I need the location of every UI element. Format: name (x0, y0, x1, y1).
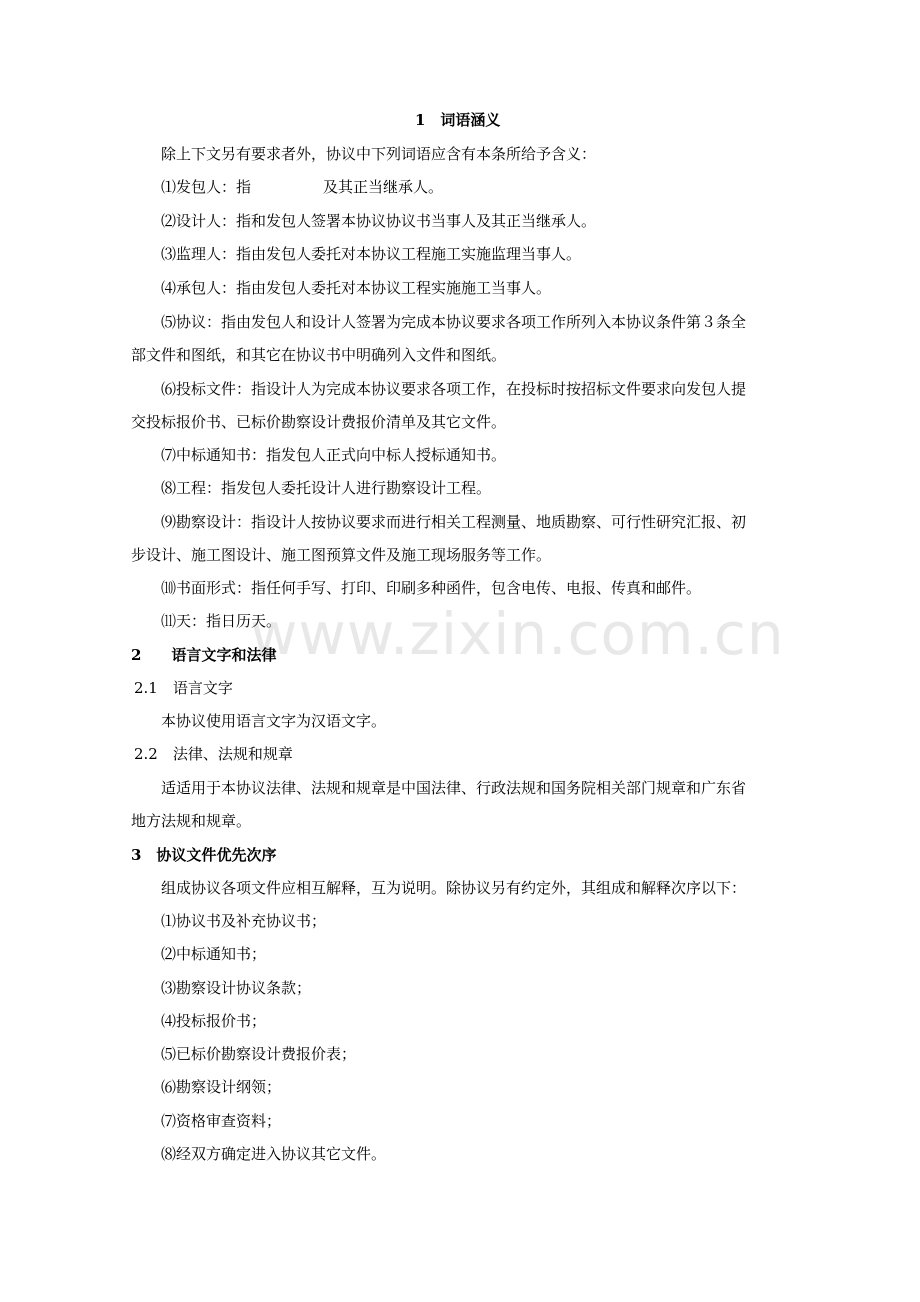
priority-list-item: ⑹勘察设计纲领； (161, 1078, 282, 1096)
priority-list-item: ⑶勘察设计协议条款； (161, 979, 312, 997)
priority-list-item: ⑻经双方确定进入协议其它文件。 (161, 1145, 387, 1163)
priority-list-item: ⑴协议书及补充协议书； (161, 912, 327, 930)
definition-item-9-line1: ⑼勘察设计：指设计人按协议要求而进行相关工程测量、地质勘察、可行性研究汇报、初 (161, 513, 747, 531)
priority-list-item: ⑸已标价勘察设计费报价表； (161, 1045, 357, 1063)
section3-heading: 3 协议文件优先次序 (131, 846, 277, 864)
definition-item-5-line2: 部文件和图纸，和其它在协议书中明确列入文件和图纸。 (131, 346, 507, 364)
definition-item-11: ⑾天：指日历天。 (161, 612, 282, 630)
definition-item-2: ⑵设计人：指和发包人签署本协议协议书当事人及其正当继承人。 (161, 212, 597, 230)
section1-intro: 除上下文另有要求者外，协议中下列词语应含有本条所给予含义： (161, 145, 597, 163)
subsection-2-1-title: 2.1 语言文字 (134, 679, 233, 697)
priority-list-item: ⑺资格审查资料； (161, 1112, 282, 1130)
definition-item-4: ⑷承包人：指由发包人委托对本协议工程实施施工当事人。 (161, 279, 552, 297)
definition-item-5-line1: ⑸协议：指由发包人和设计人签署为完成本协议要求各项工作所列入本协议条件第３条全 (161, 313, 747, 331)
definition-item-7: ⑺中标通知书：指发包人正式向中标人授标通知书。 (161, 446, 507, 464)
section2-heading: 2 语言文字和法律 (131, 646, 277, 664)
subsection-2-2-title: 2.2 法律、法规和规章 (134, 745, 293, 763)
subsection-2-2-line2: 地方法规和规章。 (131, 812, 252, 830)
definition-item-3: ⑶监理人：指由发包人委托对本协议工程施工实施监理当事人。 (161, 245, 582, 263)
priority-list-item: ⑵中标通知书； (161, 945, 267, 963)
section1-heading: 1 词语涵义 (415, 111, 501, 129)
definition-item-10: ⑽书面形式：指任何手写、打印、印刷多种函件，包含电传、电报、传真和邮件。 (161, 579, 702, 597)
subsection-2-1-text: 本协议使用语言文字为汉语文字。 (161, 712, 387, 730)
definition-item-6-line1: ⑹投标文件：指设计人为完成本协议要求各项工作，在投标时按招标文件要求向发包人提 (161, 380, 747, 398)
definition-item-6-line2: 交投标报价书、已标价勘察设计费报价清单及其它文件。 (131, 413, 507, 431)
definition-item-9-line2: 步设计、施工图设计、施工图预算文件及施工现场服务等工作。 (131, 546, 552, 564)
definition-item-8: ⑻工程：指发包人委托设计人进行勘察设计工程。 (161, 479, 492, 497)
watermark: www.zixin.com.cn (250, 600, 785, 668)
definition-item-1-text: 及其正当继承人。 (323, 178, 444, 196)
priority-list-item: ⑷投标报价书； (161, 1012, 267, 1030)
subsection-2-2-line1: 适适用于本协议法律、法规和规章是中国法律、行政法规和国务院相关部门规章和广东省 (161, 779, 747, 797)
definition-item-1-label: ⑴发包人：指 (161, 178, 252, 196)
section3-intro: 组成协议各项文件应相互解释，互为说明。除协议另有约定外，其组成和解释次序以下： (161, 879, 747, 897)
definition-item-1 (161, 177, 443, 197)
